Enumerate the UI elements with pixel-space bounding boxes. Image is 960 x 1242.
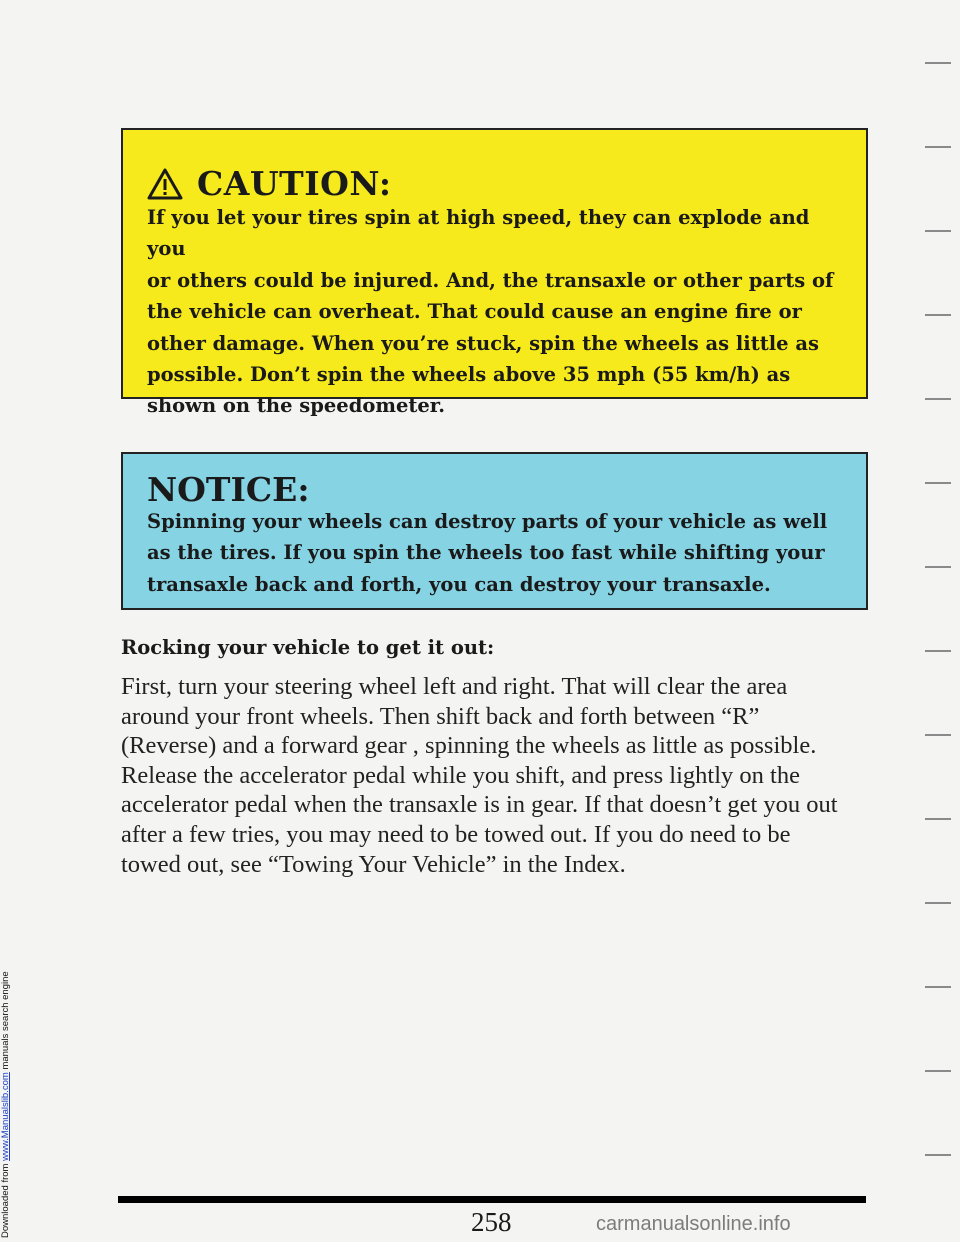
- edge-mark: [925, 1154, 951, 1156]
- edge-mark: [925, 818, 951, 820]
- download-prefix: Downloaded from: [0, 1160, 11, 1238]
- caution-line: shown on the speedometer.: [147, 394, 446, 418]
- caution-box: [121, 128, 868, 418]
- edge-mark: [925, 62, 951, 64]
- notice-text: [147, 506, 846, 600]
- caution-title: CAUTION:: [197, 164, 392, 203]
- edge-mark: [925, 902, 951, 904]
- notice-line: as the tires. If you spin the wheels too fast while shifting your: [147, 541, 825, 565]
- manualslib-link[interactable]: www.Manualslib.com: [0, 1072, 11, 1161]
- body-line: after a few tries, you may need to be towed out. If you do need to be: [121, 820, 791, 848]
- caution-line: possible. Don’t spin the wheels above 35 mph (55 km/h) as: [147, 363, 791, 387]
- body-line: (Reverse) and a forward gear , spinning the wheels as little as possible.: [121, 732, 817, 760]
- caution-line: If you let your tires spin at high speed, they can explode and you: [147, 206, 810, 261]
- body-line: around your front wheels. Then shift back and forth between “R”: [121, 702, 760, 730]
- page-number: 258: [471, 1207, 512, 1237]
- body-line: towed out, see “Towing Your Vehicle” in the Index.: [121, 850, 626, 878]
- edge-mark: [925, 650, 951, 652]
- body-line: accelerator pedal when the transaxle is in gear. If that doesn’t get you out: [121, 791, 838, 819]
- edge-mark: [925, 314, 951, 316]
- notice-line: Spinning your wheels can destroy parts of your vehicle as well: [147, 510, 828, 533]
- notice-line: transaxle back and forth, you can destroy your transaxle.: [147, 572, 771, 596]
- body-line: Release the accelerator pedal while you shift, and press lightly on the: [121, 761, 800, 789]
- edge-mark: [925, 1070, 951, 1072]
- caution-heading: [147, 164, 392, 203]
- download-suffix: manuals search engine: [0, 971, 11, 1073]
- body-line: First, turn your steering wheel left and right. That will clear the area: [121, 673, 788, 700]
- footer-rule: [118, 1196, 866, 1203]
- edge-mark: [925, 566, 951, 568]
- edge-mark: [925, 230, 951, 232]
- download-source-note: [2, 0, 16, 1242]
- edge-mark: [925, 734, 951, 736]
- edge-mark: [925, 986, 951, 988]
- notice-title: NOTICE:: [147, 470, 310, 509]
- section-body: [121, 672, 881, 879]
- watermark: carmanualsonline.info: [596, 1213, 791, 1235]
- page-edge-marks: [925, 0, 960, 1242]
- caution-line: other damage. When you’re stuck, spin the wheels as little as: [147, 331, 819, 355]
- caution-text: [147, 202, 846, 422]
- warning-triangle-icon: [147, 168, 183, 200]
- section-heading: Rocking your vehicle to get it out:: [121, 636, 495, 659]
- caution-line: or others could be injured. And, the transaxle or other parts of: [147, 268, 834, 292]
- edge-mark: [925, 482, 951, 484]
- edge-mark: [925, 398, 951, 400]
- notice-box: [121, 452, 868, 610]
- edge-mark: [925, 146, 951, 148]
- caution-line: the vehicle can overheat. That could cause an engine fire or: [147, 300, 802, 324]
